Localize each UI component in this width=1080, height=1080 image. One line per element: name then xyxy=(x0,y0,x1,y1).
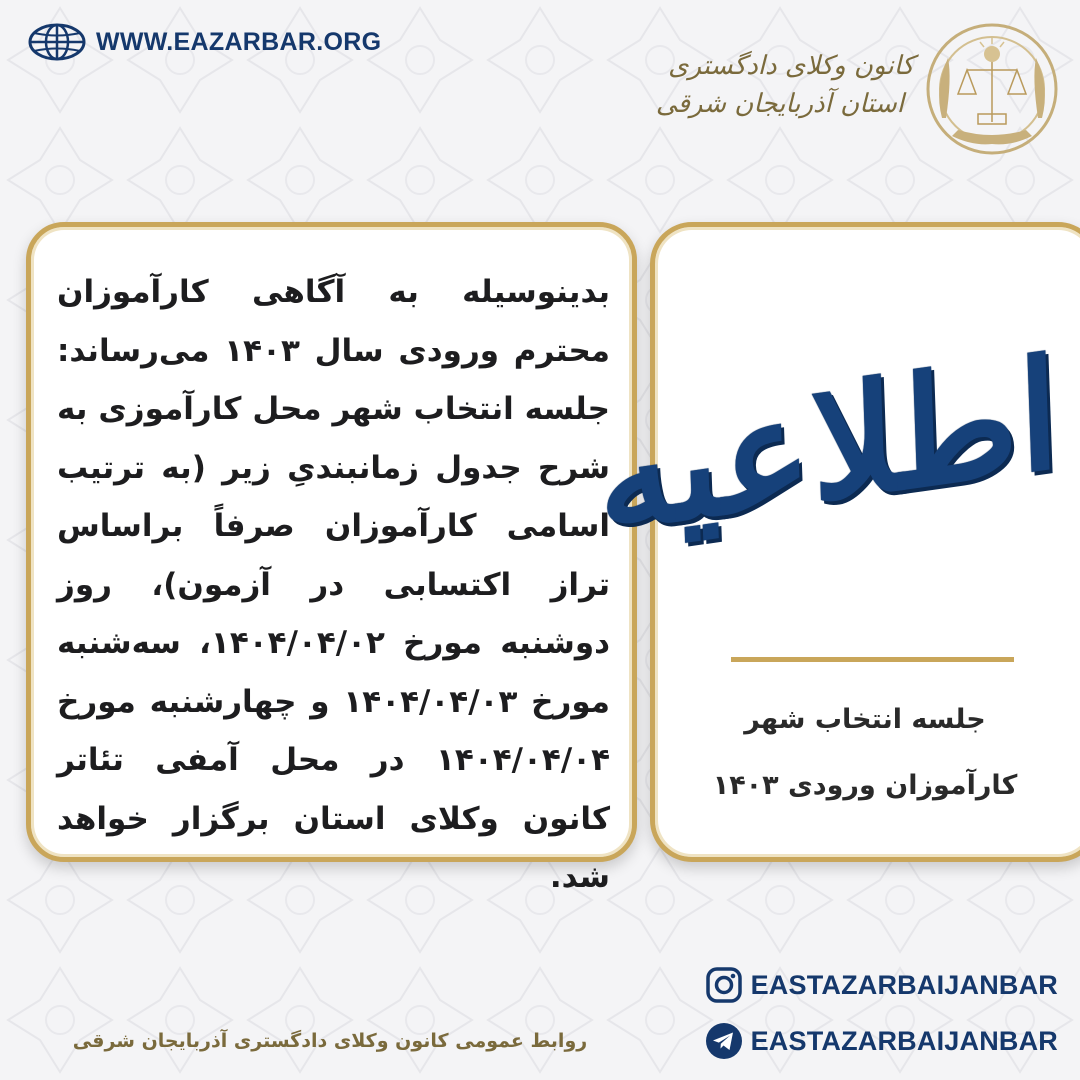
website-url: WWW.EAZARBAR.ORG xyxy=(96,27,382,56)
telegram-icon xyxy=(705,1022,743,1060)
gold-divider xyxy=(731,657,1014,662)
instagram-icon xyxy=(705,966,743,1004)
announcement-text: بدینوسیله به آگاهی کارآموزان محترم ورودی سال ۱۴۰۳ می‌رساند: جلسه انتخاب شهر محل کارآموزی به شرح جدول زمانبندیِ زیر (به ترتیب اسامی کارآموزان صرفاً براساس تراز اکتسابی در آزمون)، روز دوشنبه مورخ ۱۴۰۴/۰۴/۰۲، سه‌شنبه مورخ ۱۴۰۴/۰۴/۰۳ و چهارشنبه مورخ ۱۴۰۴/۰۴/۰۴ در محل آمفی تئاتر کانون وکلای استان برگزار خواهد شد. xyxy=(57,274,611,895)
org-name-line1: کانون وکلای دادگستری xyxy=(668,51,914,81)
globe-icon xyxy=(28,22,86,62)
headline-subtitle xyxy=(695,687,1035,819)
headline-card xyxy=(594,222,1080,862)
announcement-card xyxy=(26,222,637,895)
emblem-logo xyxy=(922,18,1062,160)
telegram-handle: EASTAZARBAIJANBAR xyxy=(750,1025,1058,1056)
telegram-link[interactable] xyxy=(705,1022,1058,1060)
org-name xyxy=(654,48,914,124)
subtitle-line2: کارآموزان ورودی ۱۴۰۳ xyxy=(712,770,1018,801)
headline-title: اطلاعیه xyxy=(594,324,1063,567)
instagram-handle: EASTAZARBAIJANBAR xyxy=(750,969,1058,1000)
footer-credit: روابط عمومی کانون وکلای دادگستری آذربایجان شرقی xyxy=(72,1030,588,1052)
website-link[interactable] xyxy=(28,22,381,62)
org-name-line2: استان آذربایجان شرقی xyxy=(655,89,904,119)
subtitle-line1: جلسه انتخاب شهر xyxy=(744,704,986,735)
instagram-link[interactable] xyxy=(705,966,1058,1004)
